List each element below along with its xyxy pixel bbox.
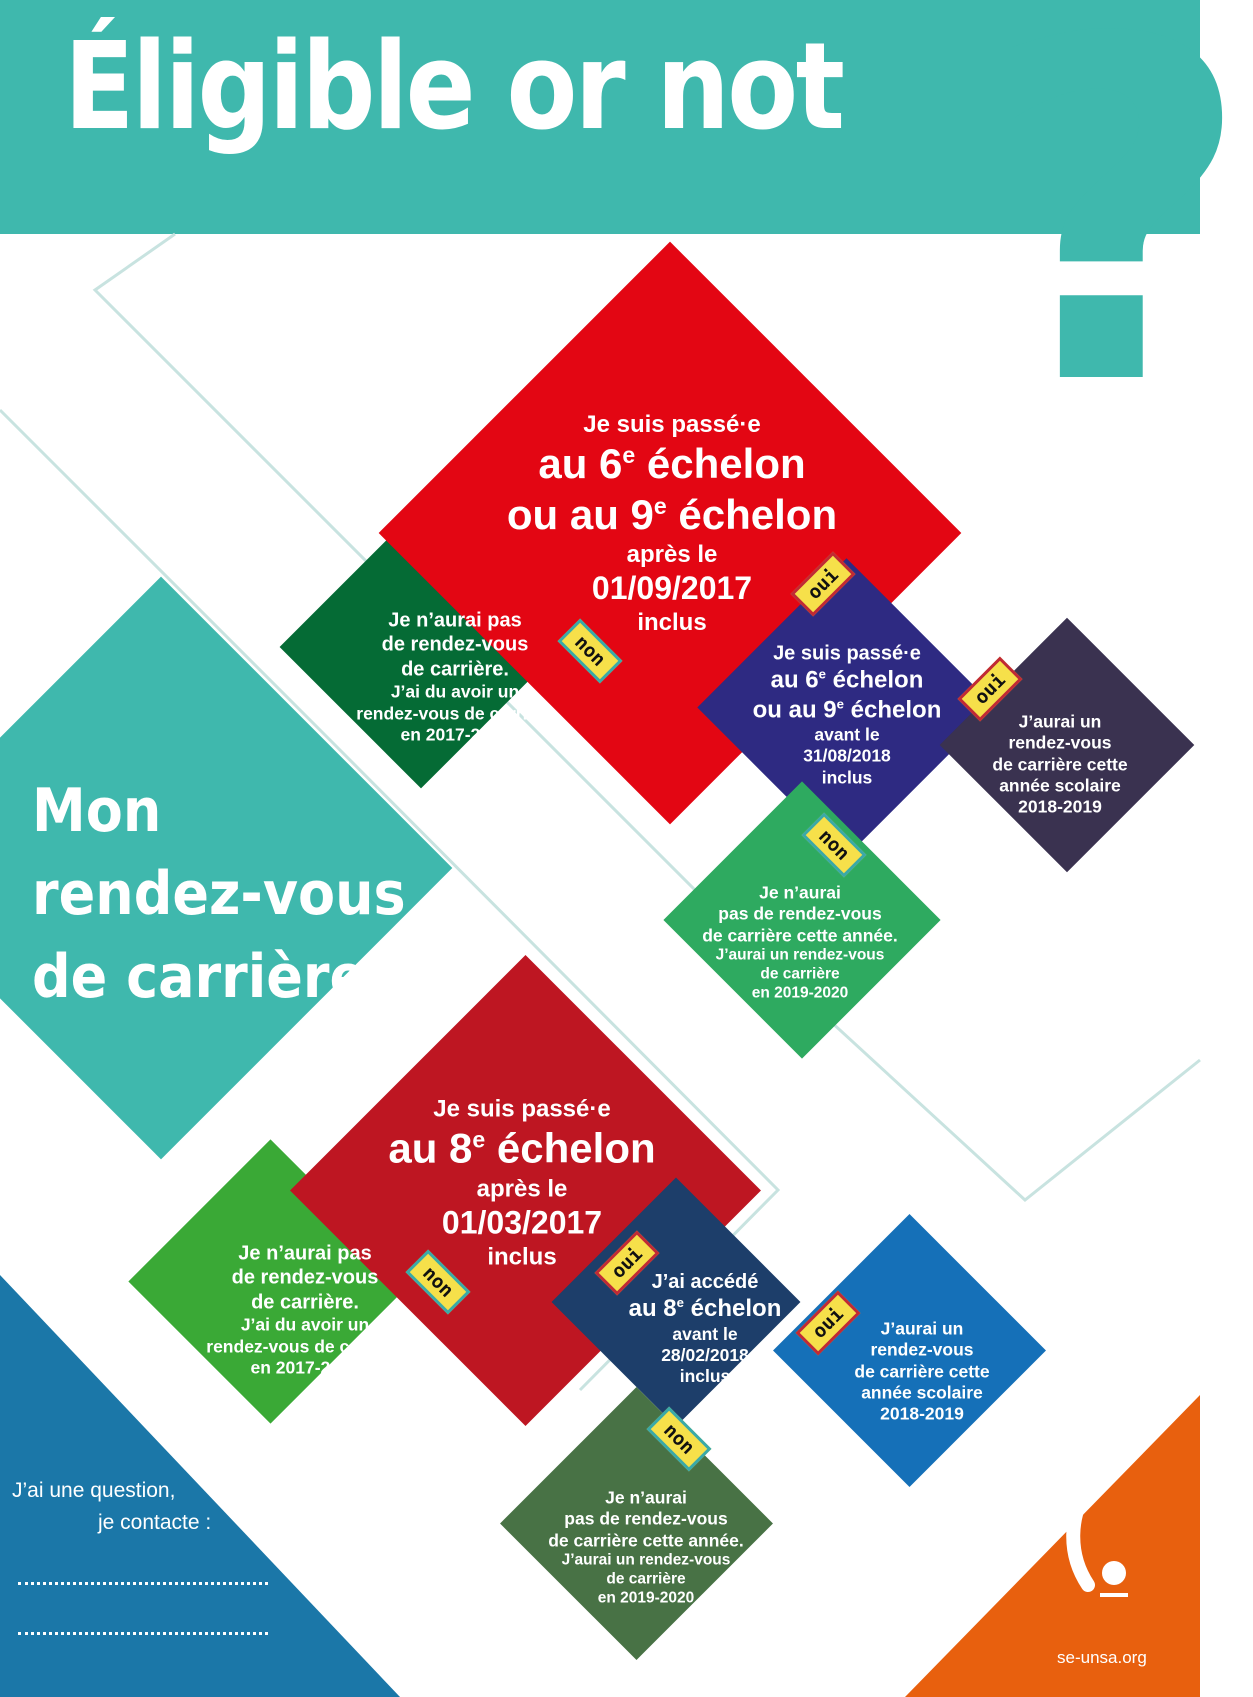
flow1-yes-text: Je suis passé·e au 6e échelon ou au 9e échelon avant le 31/08/2018 inclus <box>752 642 942 788</box>
flow2-oui-tag: oui <box>594 1230 659 1295</box>
contact-line-1: J’ai une question, <box>12 1479 176 1502</box>
flow1-oui-tag: oui <box>790 551 855 616</box>
side-panel-title: Mon rendez-vous de carrière <box>32 776 406 1012</box>
flow1-non-tag: non <box>557 618 622 683</box>
page-title: Éligible or not <box>64 18 843 157</box>
flow2-start-text: Je suis passé·e au 8e échelon après le 01/03/2017 inclus <box>388 1095 656 1271</box>
flow2-yes-yes-text: J’aurai un rendez-vous de carrière cette année scolaire 2018-2019 <box>854 1318 990 1425</box>
question-mark-glyph: ? <box>980 0 1253 488</box>
flow2-yes-text: J’ai accédé au 8e échelon avant le 28/02/2018 inclus <box>628 1271 782 1387</box>
flow1-yes-no-text: Je n’aurai pas de rendez-vous de carrière cette année. J’aurai un rendez-vous de carrière en 2019-2020 <box>702 882 898 1002</box>
flow1-start-text: Je suis passé·e au 6e échelon ou au 9e échelon après le 01/09/2017 inclus <box>506 411 838 637</box>
contact-field-1[interactable] <box>18 1582 268 1585</box>
flow2-yes-no-text: Je n’aurai pas de rendez-vous de carrière cette année. J’aurai un rendez-vous de carrière en 2019-2020 <box>548 1487 744 1607</box>
flow1-yes-oui-tag: oui <box>957 656 1022 721</box>
flow1-yes-yes-text: J’aurai un rendez-vous de carrière cette année scolaire 2018-2019 <box>992 711 1128 818</box>
flow1-no-text: Je n’aurai pas de rendez-vous de carrière. J’ai du avoir un rendez-vous de carrière en 2017-2018 <box>356 609 554 745</box>
flow2-no-text: Je n’aurai pas de rendez-vous de carrière. J’ai du avoir un rendez-vous de carrière en 2017-2018 <box>206 1242 404 1378</box>
se-unsa-logo-icon <box>1060 1485 1140 1605</box>
contact-line-2: je contacte : <box>98 1511 212 1534</box>
flow2-yes-non-tag: non <box>646 1406 711 1471</box>
flow2-yes-oui-tag: oui <box>795 1290 860 1355</box>
flow1-yes-non-tag: non <box>801 812 866 877</box>
contact-field-2[interactable] <box>18 1632 268 1635</box>
website-url[interactable]: se-unsa.org <box>1057 1648 1147 1667</box>
flow2-non-tag: non <box>405 1249 470 1314</box>
